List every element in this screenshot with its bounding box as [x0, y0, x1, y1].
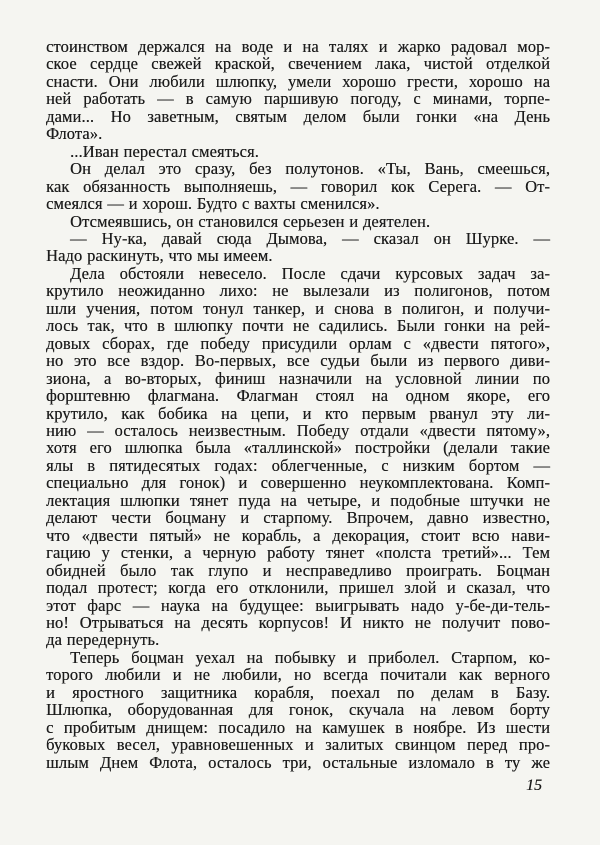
text-line: но! Отрываться на десять корпусов! И никто не получит пово- [46, 612, 550, 632]
text-line: с пробитым днищем: посадило на камушек в ноябре. Из шести [46, 717, 550, 737]
text-line: гацию у стенки, а черную работу тянет «полста третий»... Тем [46, 543, 550, 563]
text-line: подал протест; когда его отклонили, пришел злой и сказал, что [46, 578, 550, 598]
text-line: Дела обстояли невесело. После сдачи курсовых задач за- [70, 263, 550, 283]
text-line: лектация шлюпки тянет пуда на четыре, и подобные штучки не [46, 490, 550, 510]
text-line: да передернуть. [46, 630, 160, 650]
text-line: специально для гонок) и совершенно неукомплектована. Комп- [46, 473, 550, 493]
page-text-block [46, 38, 550, 771]
text-line: Теперь боцман уехал на побывку и приболел. Старпом, ко- [70, 647, 550, 667]
text-line: шли учения, потом тонул танкер, и снова в полигон, и получи- [46, 298, 550, 318]
text-line: этот фарс — наука на будущее: выигрывать надо у-бе-ди-тель- [46, 595, 550, 615]
text-line: дами... Но заветным, святым делом были гонки «на День [46, 106, 550, 126]
text-line: довых сборах, где победу присудили орлам с «двести пятого», [46, 333, 550, 353]
text-line: Шлюпка, оборудованная для гонок, скучала на левом борту [46, 700, 550, 720]
text-line: хотя его шлюпка была «таллинской» постройки (делали такие [46, 438, 550, 458]
text-line: ское сердце свежей краской, свечением лака, чистой отделкой [46, 54, 550, 74]
text-line: — Ну-ка, давай сюда Дымова, — сказал он Шурке. — [70, 228, 550, 248]
text-line: нию — осталось неизвестным. Победу отдали «двести пятому», [46, 420, 550, 440]
text-line: шлым Днем Флота, осталось три, остальные изломало в ту же [46, 752, 550, 772]
text-line: Флота». [46, 124, 103, 144]
text-line: Надо раскинуть, что мы имеем. [46, 246, 273, 266]
text-line: зиона, а во-вторых, финиш назначили на условной линии по [46, 368, 550, 388]
text-line: торого любили и не любили, но всегда почитали как верного [46, 665, 550, 685]
text-line: форштевню флагмана. Флагман стоял на одном якоре, его [46, 386, 550, 406]
text-line: делают чести боцману и старпому. Впрочем, давно известно, [46, 508, 550, 528]
text-line: смеялся — и хорош. Будто с вахты сменился». [46, 194, 380, 214]
text-line: ней работать — в самую паршивую погоду, с минами, торпе- [46, 89, 550, 109]
text-line: крутило, как бобика на цепи, и кто первым рванул эту ли- [46, 403, 550, 423]
text-line: но это все вздор. Во-первых, все судьи были из первого диви- [46, 351, 550, 371]
text-line: крутило неожиданно лихо: не вылезали из полигонов, потом [46, 281, 550, 301]
text-line: ялы в пятидесятых годах: облегченные, с низким бортом — [46, 455, 550, 475]
text-line: стоинством держался на воде и на талях и жарко радовал мор- [46, 37, 550, 56]
text-line: Отсмеявшись, он становился серьезен и деятелен. [70, 211, 431, 231]
text-line: как обязанность выполняешь, — говорил кок Серега. — От- [46, 176, 550, 196]
text-line: что «двести пятый» не корабль, а декорация, стоит всю нави- [46, 525, 550, 545]
text-line: снасти. Они любили шлюпку, умели хорошо грести, хорошо на [46, 71, 550, 91]
page-number: 15 [526, 777, 542, 795]
text-line: лось так, что в шлюпку почти не садились. Были гонки на рей- [46, 316, 550, 336]
text-line: обидней было так глупо и несправедливо проиграть. Боцман [46, 560, 550, 580]
text-line: буковых весел, уравновешенных и залитых свинцом перед про- [46, 735, 550, 755]
text-line: и яростного защитника корабля, поехал по делам в Базу. [46, 682, 550, 702]
text-line: Он делал это сразу, без полутонов. «Ты, Вань, смеешься, [70, 159, 550, 179]
text-line: ...Иван перестал смеяться. [70, 141, 259, 161]
